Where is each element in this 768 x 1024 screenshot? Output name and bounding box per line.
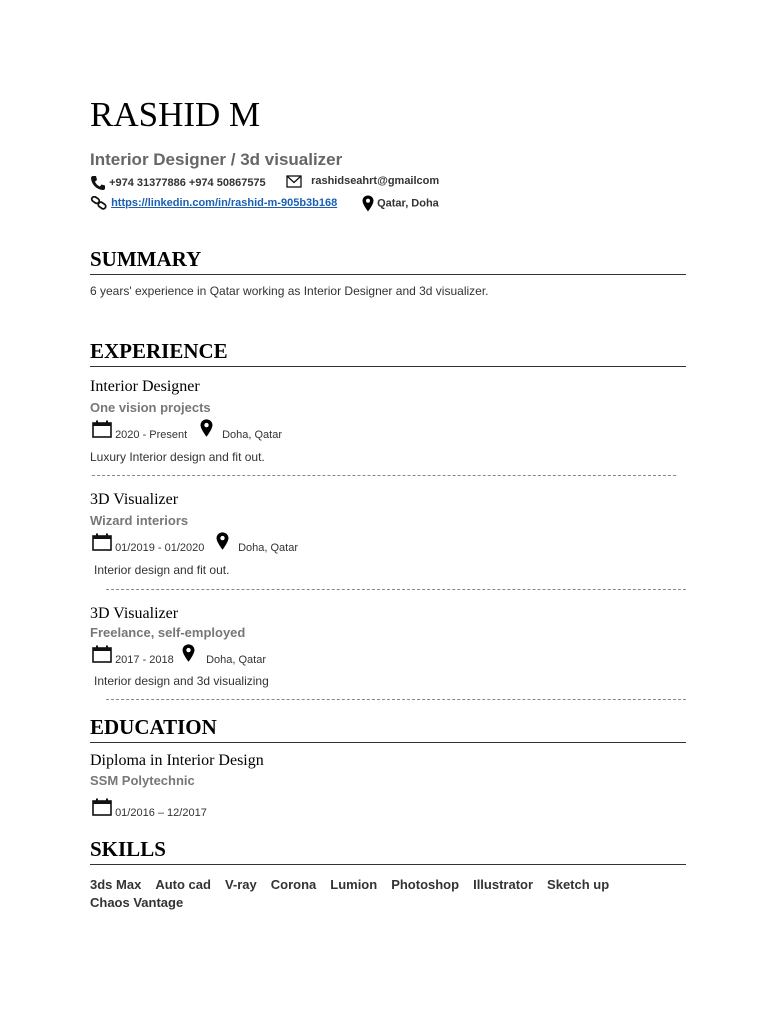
education-heading: EDUCATION	[90, 715, 217, 739]
job-dates	[92, 420, 187, 441]
job-location	[200, 418, 282, 441]
skill-item: Chaos Vantage	[90, 895, 184, 910]
headline: Interior Designer / 3d visualizer	[90, 150, 343, 169]
skill-item: Sketch up	[547, 877, 610, 892]
dates-text: 01/2019 - 01/2020	[115, 542, 205, 554]
job-separator	[92, 475, 676, 476]
skill-item: 3ds Max	[90, 877, 142, 892]
link-icon	[90, 196, 108, 210]
phone-icon	[90, 175, 106, 191]
job-separator	[106, 699, 686, 700]
phone-numbers: +974 31377886 +974 50867575	[109, 176, 266, 189]
company-name: Freelance, self-employed	[90, 625, 246, 640]
school-name: SSM Polytechnic	[90, 773, 195, 788]
dates-text: 2020 - Present	[115, 429, 188, 441]
map-pin-icon	[200, 418, 213, 438]
skill-item: Corona	[270, 877, 317, 892]
location-text: Qatar, Doha	[377, 197, 439, 210]
company-name: One vision projects	[90, 400, 211, 415]
job-location	[216, 531, 298, 554]
map-pin-icon	[216, 531, 229, 551]
job-description: Luxury Interior design and fit out.	[90, 450, 265, 464]
map-pin-icon	[182, 643, 195, 663]
summary-text: 6 years' experience in Qatar working as Interior Designer and 3d visualizer.	[90, 284, 489, 298]
job-title: 3D Visualizer	[90, 605, 179, 622]
envelope-icon	[286, 175, 302, 188]
location-text: Doha, Qatar	[222, 429, 282, 441]
calendar-icon	[92, 533, 112, 551]
location-text: Doha, Qatar	[238, 542, 298, 554]
skill-item: Auto cad	[155, 877, 211, 892]
email-text: rashidseahrt@gmailcom	[311, 175, 440, 188]
skills-divider	[90, 864, 686, 865]
education-divider	[90, 742, 686, 743]
company-name: Wizard interiors	[90, 513, 189, 528]
candidate-name: RASHID M	[90, 95, 261, 134]
map-pin-icon	[362, 195, 374, 212]
skills-list	[90, 876, 650, 912]
job-description: Interior design and 3d visualizing	[94, 674, 269, 688]
education-dates	[92, 798, 207, 819]
calendar-icon	[92, 645, 112, 663]
skill-item: V-ray	[224, 877, 257, 892]
job-dates	[92, 645, 174, 666]
calendar-icon	[92, 798, 112, 816]
summary-divider	[90, 274, 686, 275]
linkedin-link[interactable]: https://linkedin.com/in/rashid-m-905b3b168	[111, 196, 338, 209]
location-row	[362, 195, 439, 212]
summary-heading: SUMMARY	[90, 247, 202, 271]
job-dates	[92, 533, 204, 554]
job-title: 3D Visualizer	[90, 491, 179, 508]
job-title: Interior Designer	[90, 378, 200, 395]
degree-title: Diploma in Interior Design	[90, 752, 264, 769]
skills-heading: SKILLS	[90, 837, 166, 861]
job-location	[182, 643, 266, 666]
job-separator	[106, 589, 686, 590]
experience-divider	[90, 366, 686, 367]
email-row	[286, 175, 439, 188]
experience-heading: EXPERIENCE	[90, 339, 228, 363]
skill-item: Illustrator	[473, 877, 534, 892]
linkedin-row	[90, 196, 337, 210]
location-text: Doha, Qatar	[206, 654, 266, 666]
phone-row	[90, 175, 266, 191]
job-description: Interior design and fit out.	[94, 563, 230, 577]
skill-item: Lumion	[330, 877, 378, 892]
dates-text: 2017 - 2018	[115, 654, 174, 666]
dates-text: 01/2016 – 12/2017	[115, 807, 207, 819]
skill-item: Photoshop	[391, 877, 460, 892]
calendar-icon	[92, 420, 112, 438]
